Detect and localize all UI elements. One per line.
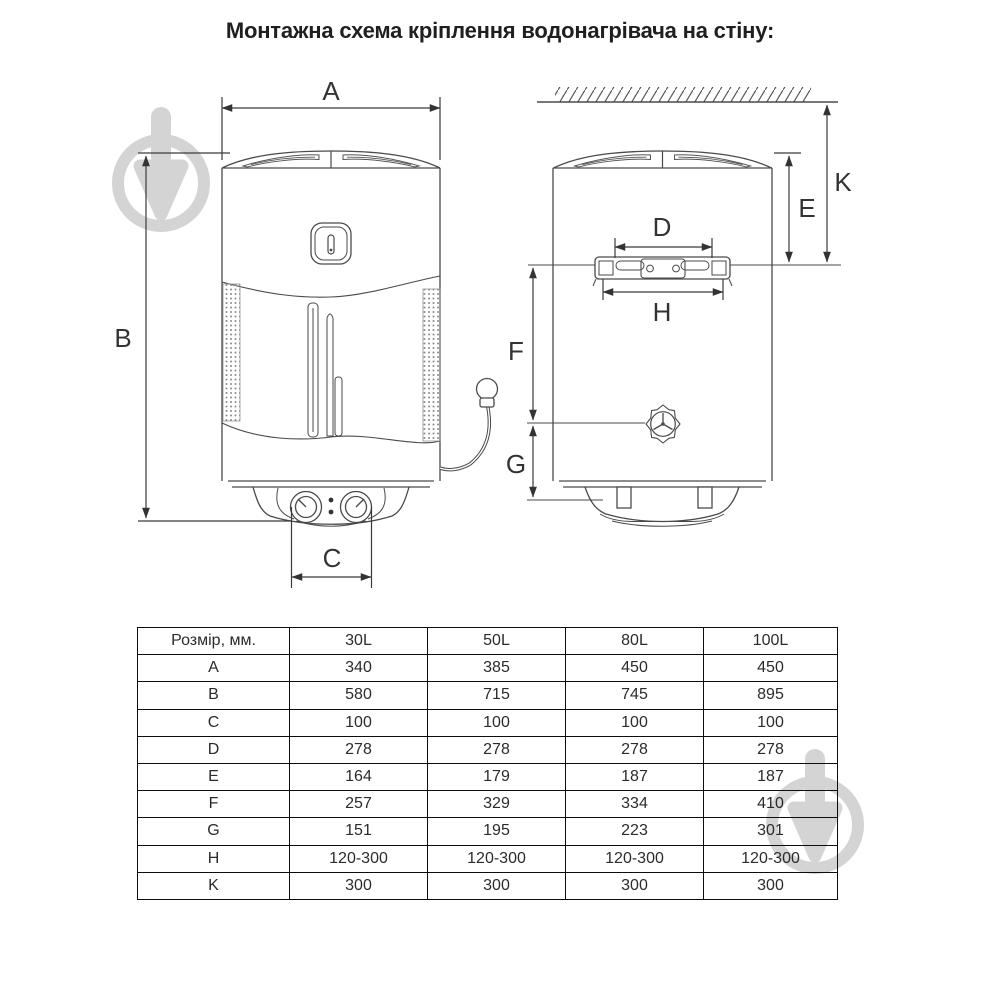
table-cell: 340	[290, 655, 428, 682]
side-base	[559, 481, 766, 526]
row-label: H	[138, 845, 290, 872]
row-label: C	[138, 709, 290, 736]
table-row	[138, 655, 838, 682]
table-cell: 300	[428, 872, 566, 899]
right-grille-texture	[423, 289, 440, 441]
table-cell: 301	[704, 818, 838, 845]
table-row	[138, 763, 838, 790]
store-logo-watermark	[118, 117, 204, 226]
table-cell: 151	[290, 818, 428, 845]
row-label: A	[138, 655, 290, 682]
row-label: G	[138, 818, 290, 845]
row-label: F	[138, 791, 290, 818]
table-cell: 195	[428, 818, 566, 845]
front-ribs	[308, 303, 342, 437]
row-label: E	[138, 763, 290, 790]
top-cap-vents	[222, 151, 440, 168]
table-cell: 257	[290, 791, 428, 818]
table-row	[138, 818, 838, 845]
table-header-row	[138, 628, 838, 655]
table-cell: 300	[566, 872, 704, 899]
table-cell: 100	[704, 709, 838, 736]
table-row	[138, 682, 838, 709]
dim-label-C: C	[322, 543, 342, 573]
table-cell: 278	[428, 736, 566, 763]
table-row	[138, 872, 838, 899]
front-view	[222, 151, 498, 526]
table-cell: 179	[428, 763, 566, 790]
front-base	[228, 481, 434, 526]
table-cell: 385	[428, 655, 566, 682]
table-cell: 100	[428, 709, 566, 736]
table-cell: 450	[704, 655, 838, 682]
dim-label-G: G	[505, 449, 527, 479]
row-label: B	[138, 682, 290, 709]
dim-label-A: A	[322, 76, 340, 106]
table-cell: 120-300	[290, 845, 428, 872]
safety-valve-icon	[527, 405, 680, 443]
table-cell: 278	[566, 736, 704, 763]
table-cell: 450	[566, 655, 704, 682]
plug-icon	[477, 379, 498, 400]
table-row	[138, 736, 838, 763]
table-cell: 715	[428, 682, 566, 709]
dim-label-K: K	[834, 167, 852, 197]
table-header-cell: 50L	[428, 628, 566, 655]
table-cell: 120-300	[566, 845, 704, 872]
table-cell: 329	[428, 791, 566, 818]
table-cell: 300	[704, 872, 838, 899]
table-row	[138, 709, 838, 736]
table-cell: 164	[290, 763, 428, 790]
table-cell: 895	[704, 682, 838, 709]
dim-label-D: D	[652, 212, 672, 242]
top-cap-vents	[554, 151, 772, 168]
left-grille-texture	[223, 284, 240, 421]
table-header-cell: 30L	[290, 628, 428, 655]
dim-label-B: B	[114, 323, 132, 353]
table-cell: 187	[566, 763, 704, 790]
mounting-bracket	[593, 257, 732, 286]
dim-label-H: H	[652, 297, 672, 327]
table-cell: 334	[566, 791, 704, 818]
table-cell: 100	[566, 709, 704, 736]
table-cell: 580	[290, 682, 428, 709]
table-cell: 278	[290, 736, 428, 763]
dimensions-table	[137, 627, 838, 900]
dim-label-E: E	[798, 193, 816, 223]
side-dimensions	[533, 105, 827, 497]
table-cell: 223	[566, 818, 704, 845]
table-row	[138, 845, 838, 872]
bottom-pipe	[698, 487, 712, 508]
table-header-cell: 100L	[704, 628, 838, 655]
table-cell: 300	[290, 872, 428, 899]
control-panel	[311, 223, 351, 264]
dim-label-F: F	[508, 336, 524, 366]
table-cell: 278	[704, 736, 838, 763]
ceiling-hatch	[555, 87, 811, 102]
table-cell: 187	[704, 763, 838, 790]
table-header-cell: Розмір, мм.	[138, 628, 290, 655]
table-cell: 120-300	[428, 845, 566, 872]
table-cell: 410	[704, 791, 838, 818]
power-cable	[440, 379, 498, 470]
bottom-pipe	[617, 487, 631, 508]
table-header-cell: 80L	[566, 628, 704, 655]
table-cell: 120-300	[704, 845, 838, 872]
page-title: Монтажна схема кріплення водонагрівача на стіну:	[225, 18, 775, 43]
table-cell: 745	[566, 682, 704, 709]
row-label: D	[138, 736, 290, 763]
row-label: K	[138, 872, 290, 899]
table-row	[138, 791, 838, 818]
table-cell: 100	[290, 709, 428, 736]
